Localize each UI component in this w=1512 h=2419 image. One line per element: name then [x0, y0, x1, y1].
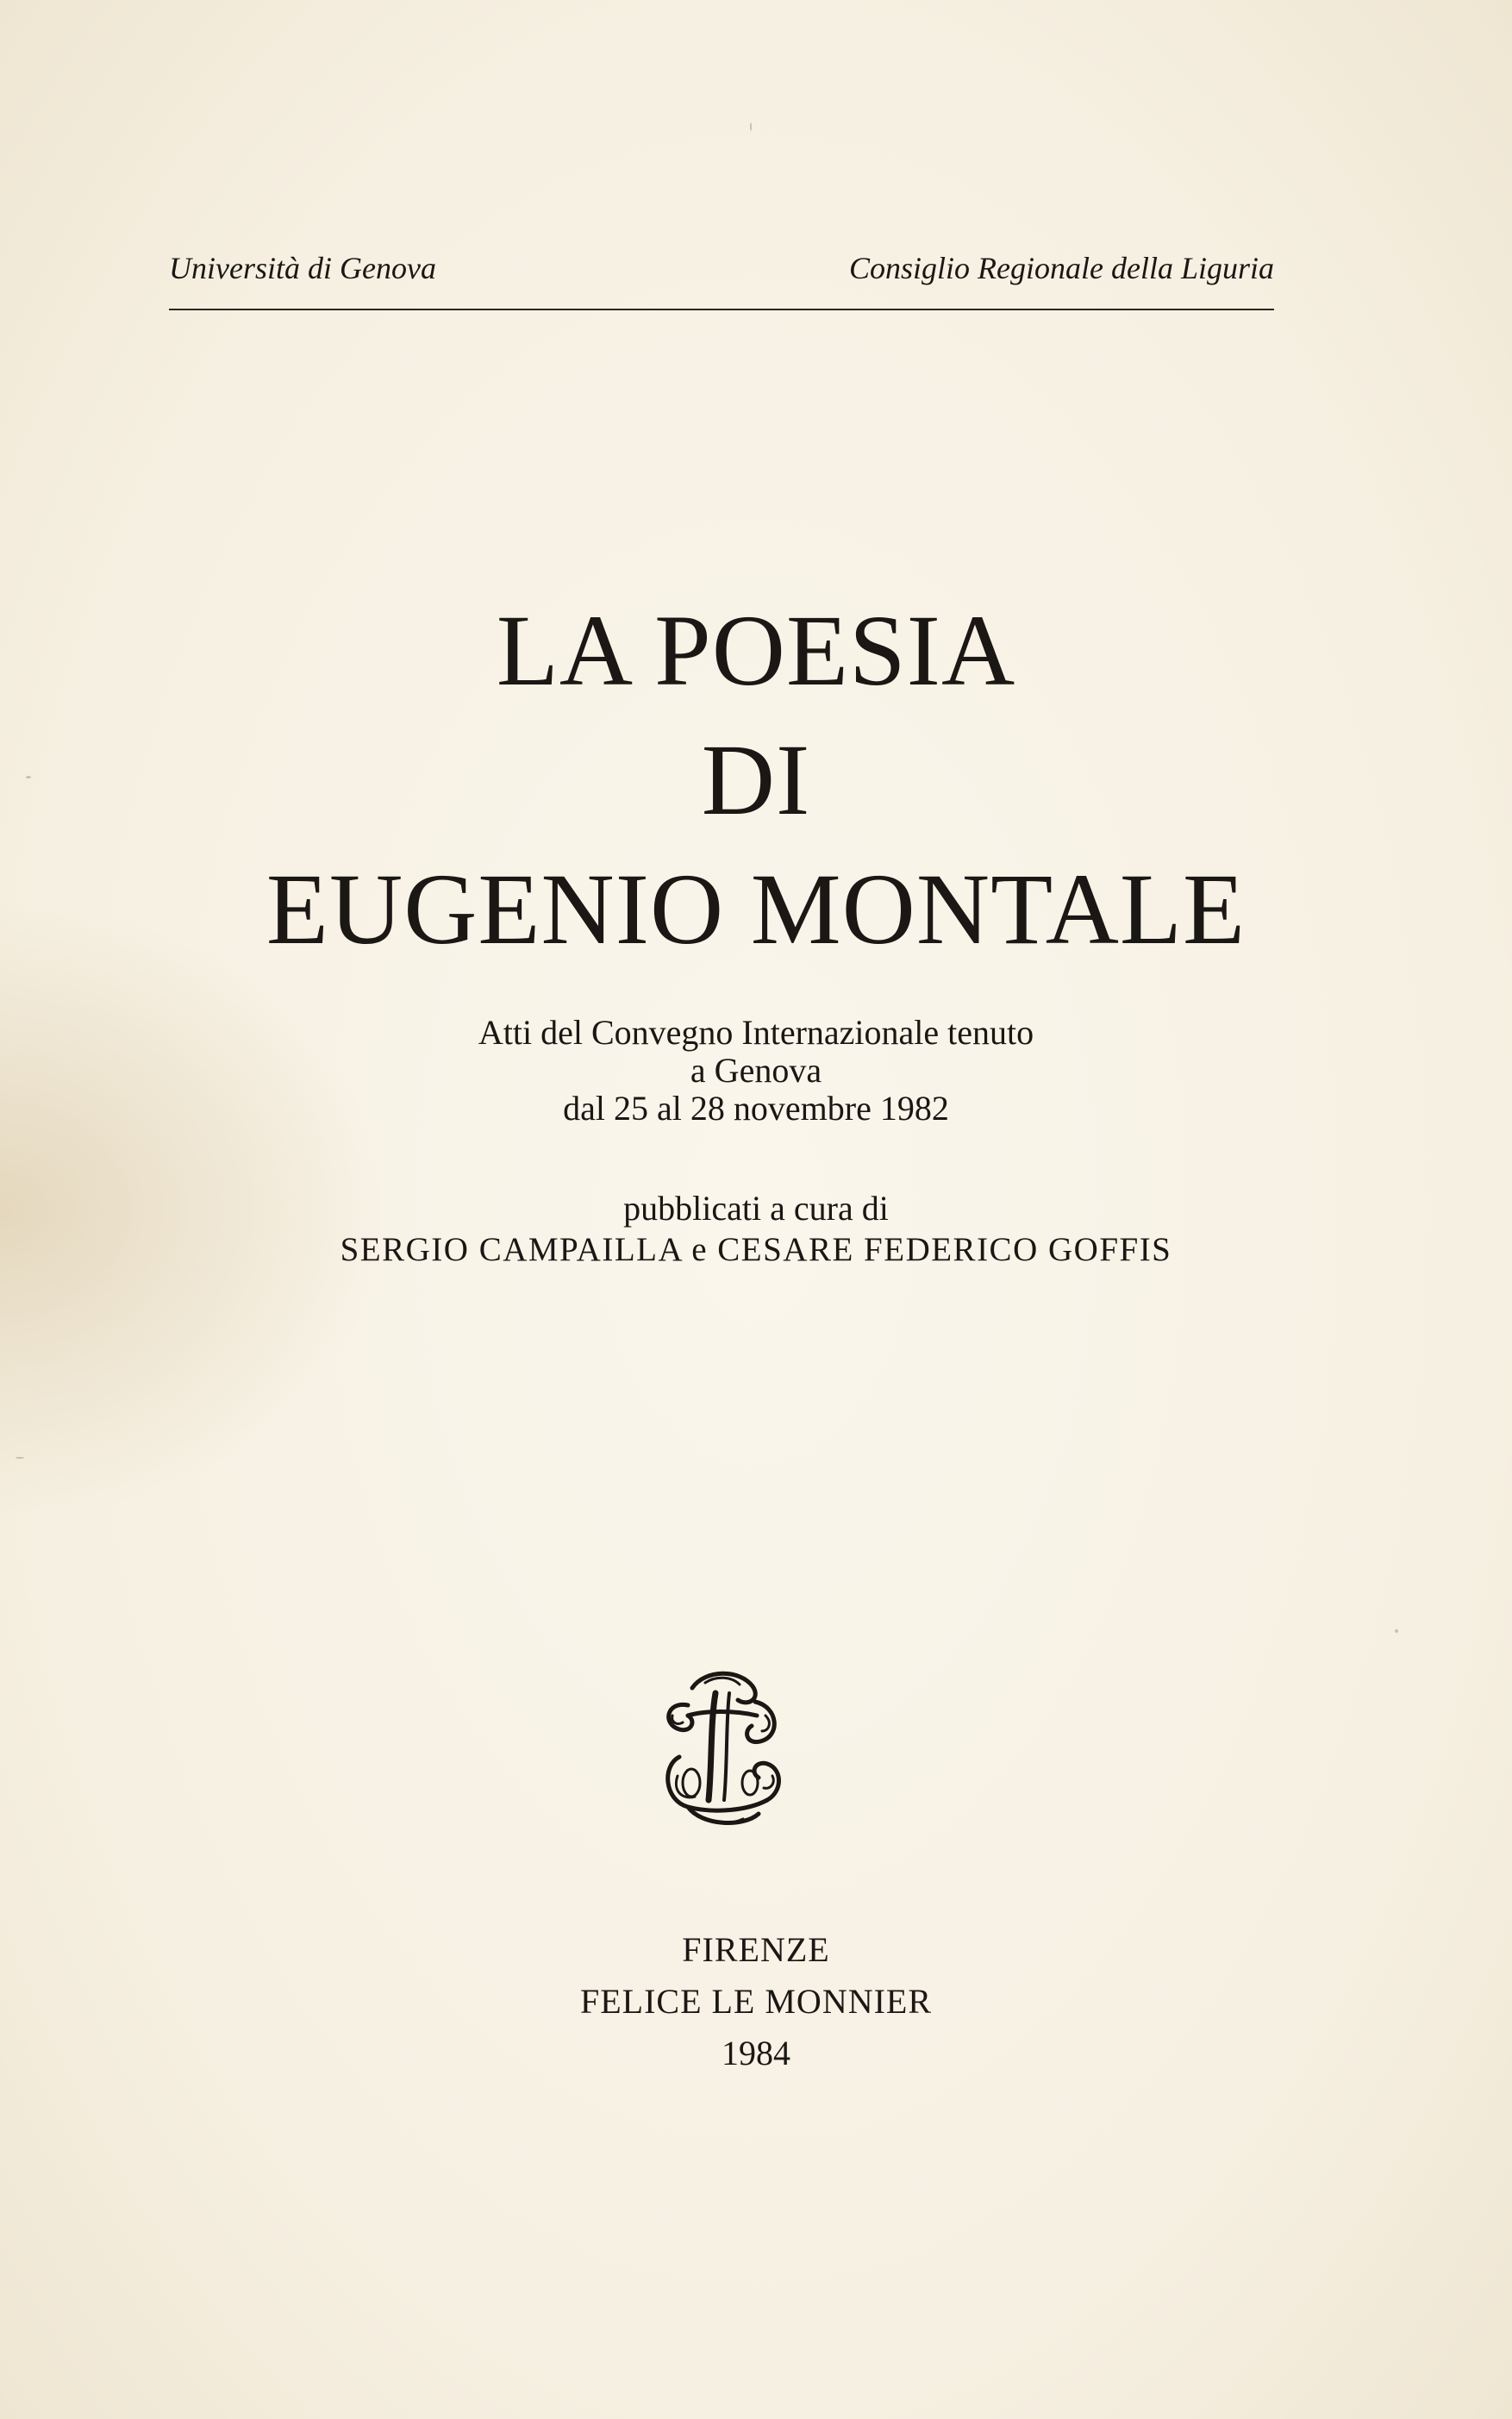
header-university: Università di Genova — [169, 251, 436, 285]
book-title — [0, 586, 1512, 974]
paper-speck — [16, 1457, 24, 1459]
paper-speck — [750, 122, 752, 131]
proceedings-line-1: Atti del Convegno Internazionale tenuto — [478, 1013, 1034, 1052]
proceedings-line-2: a Genova — [690, 1051, 822, 1090]
page-header — [169, 250, 1274, 293]
editors-block — [0, 1188, 1512, 1271]
title-line-2: DI — [701, 723, 811, 836]
proceedings-line-3: dal 25 al 28 novembre 1982 — [563, 1089, 949, 1128]
paper-speck — [1395, 1629, 1398, 1633]
publisher-monogram-icon — [653, 1662, 791, 1835]
header-council: Consiglio Regionale della Liguria — [849, 251, 1274, 285]
header-rule — [169, 309, 1274, 310]
editors-names: SERGIO CAMPAILLA e CESARE FEDERICO GOFFIS — [340, 1231, 1172, 1268]
imprint-publisher: FELICE LE MONNIER — [579, 1982, 933, 2021]
proceedings-note — [0, 1014, 1512, 1128]
paper-speck — [26, 776, 31, 778]
editors-intro: pubblicati a cura di — [623, 1189, 889, 1228]
title-line-3: EUGENIO MONTALE — [266, 853, 1246, 966]
title-line-1: LA POESIA — [496, 594, 1016, 707]
imprint-block — [0, 1924, 1512, 2079]
imprint-city: FIRENZE — [682, 1930, 830, 1969]
imprint-year: 1984 — [722, 2034, 790, 2072]
